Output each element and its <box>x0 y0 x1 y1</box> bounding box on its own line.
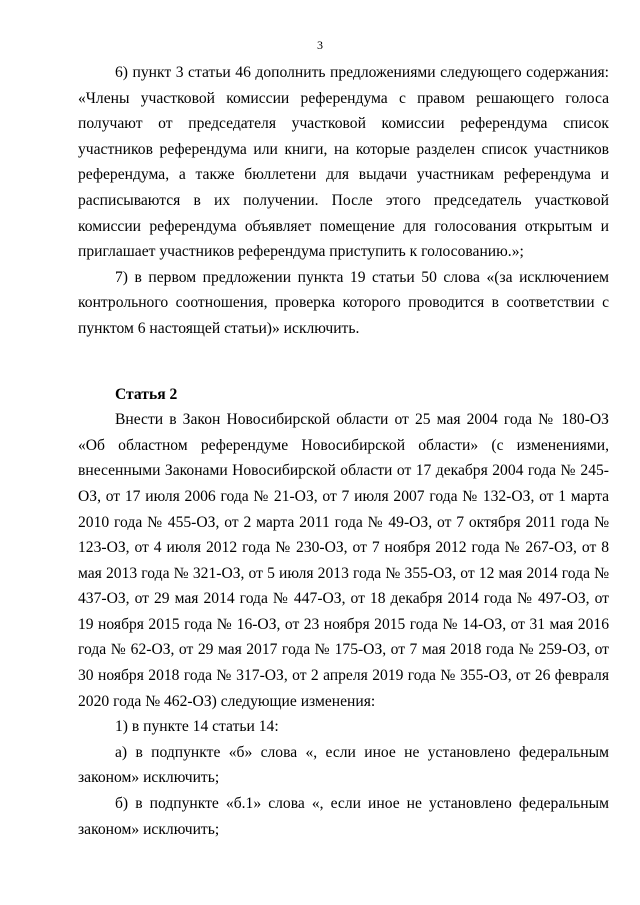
paragraph-item-6: 6) пункт 3 статьи 46 дополнить предложениями следующего содержания: «Члены участковой комиссии референдума с правом решающего голоса получают от председателя участковой комиссии референдума список участников референдума или книги, на которые разделен список участников референдума, а также бюллетени для выдачи участникам референдума и расписываются в их получении. После этого председатель участковой комиссии референдума объявляет помещение для голосования открытым и приглашает участников референдума приступить к голосованию.»; <box>78 64 609 261</box>
paragraph-amendment-intro: Внести в Закон Новосибирской области от 25 мая 2004 года № 180-ОЗ «Об областном референдуме Новосибирской области» (с изменениями, внесенными Законами Новосибирской области от 17 декабря 2004 года № 245-ОЗ, от 17 июля 2006 года № 21-ОЗ, от 7 июля 2007 года № 132-ОЗ, от 1 марта 2010 года № 455-ОЗ, от 2 марта 2011 года № 49-ОЗ, от 7 октября 2011 года № 123-ОЗ, от 4 июля 2012 года № 230-ОЗ, от 7 ноября 2012 года № 267-ОЗ, от 8 мая 2013 года № 321-ОЗ, от 5 июля 2013 года № 355-ОЗ, от 12 мая 2014 года № 437-ОЗ, от 29 мая 2014 года № 447-ОЗ, от 18 декабря 2014 года № 497-ОЗ, от 19 ноября 2015 года № 16-ОЗ, от 23 ноября 2015 года № 14-ОЗ, от 31 мая 2016 года № 62-ОЗ, от 29 мая 2017 года № 175-ОЗ, от 7 мая 2018 года № 259-ОЗ, от 30 ноября 2018 года № 317-ОЗ, от 2 апреля 2019 года № 355-ОЗ, от 26 февраля 2020 года № 462-ОЗ) следующие изменения: <box>78 411 609 710</box>
paragraph-item-7: 7) в первом предложении пункта 19 статьи 50 слова «(за исключением контрольного соотношения, проверка которого проводится в соответствии с пунктом 6 настоящей статьи)» исключить. <box>78 268 609 337</box>
article-heading: Статья 2 <box>115 385 178 403</box>
paragraph-subpoint-a: а) в подпункте «б» слова «, если иное не установлено федеральным законом» исключить; <box>78 743 609 787</box>
paragraph-subpoint-b: б) в подпункте «б.1» слова «, если иное не установлено федеральным законом» исключить; <box>78 795 609 838</box>
page-number: 3 <box>317 38 323 52</box>
document-body <box>78 60 609 842</box>
paragraph-point-1: 1) в пункте 14 статьи 14: <box>115 718 279 736</box>
section-spacer <box>78 342 609 382</box>
